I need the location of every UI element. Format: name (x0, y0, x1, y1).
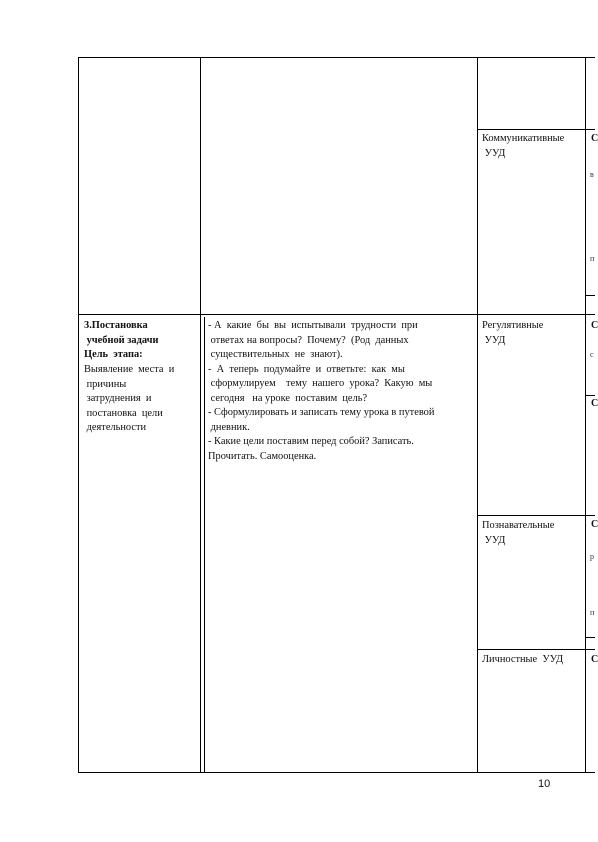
edge-cell-divider (585, 295, 595, 296)
stage-title: 3.Постановка учебной задачи (84, 320, 159, 346)
edge-fragment: п (590, 254, 595, 263)
table-left-border (78, 57, 79, 773)
edge-fragment: С (591, 320, 598, 331)
edge-fragment: С (591, 398, 598, 409)
edge-fragment: С (591, 519, 598, 530)
edge-cell-divider (585, 395, 595, 396)
edge-fragment: в (590, 170, 594, 179)
column-divider-3 (585, 57, 586, 773)
table-top-border (78, 57, 595, 58)
stage-goal-text: Выявление места и причины затруднения и постановка цели деятельности (84, 364, 175, 433)
edge-fragment: с (590, 350, 594, 359)
content-cell-inner-left (204, 317, 205, 772)
edge-fragment: С (591, 133, 598, 144)
table-bottom-border (78, 772, 595, 773)
uud-label-personal: Личностные УУД (482, 654, 564, 665)
edge-fragment: р (590, 552, 594, 561)
lesson-content-text: - А какие бы вы испытывали трудности при ответах на вопросы? Почему? (Род данных существительных не знают). - А теперь подумайте и ответьте: как мы сформулируем тему нашего урока? Какую мы сегодня на уроке поставим цель? - Сформулировать и записать тему урока в путевой дневник. - Какие цели поставим перед собой? Записать. Прочитать. Самооценка. (208, 320, 435, 462)
edge-cell-divider (585, 637, 595, 638)
uud-label-cognitive: Познавательные УУД (482, 520, 555, 546)
column-divider-2 (477, 57, 478, 773)
uud-row-divider (477, 129, 595, 130)
uud-row-divider (477, 649, 595, 650)
edge-fragment: С (591, 654, 598, 665)
uud-label-regulatory: Регулятивные УУД (482, 320, 544, 346)
column-divider-1 (200, 57, 201, 773)
stage-row-divider (78, 314, 595, 315)
edge-fragment: п (590, 608, 595, 617)
page-number: 10 (538, 778, 551, 790)
uud-label-communicative: Коммуникативные УУД (482, 133, 565, 159)
uud-row-divider (477, 515, 595, 516)
stage-goal-label: Цель этапа: (84, 349, 143, 360)
